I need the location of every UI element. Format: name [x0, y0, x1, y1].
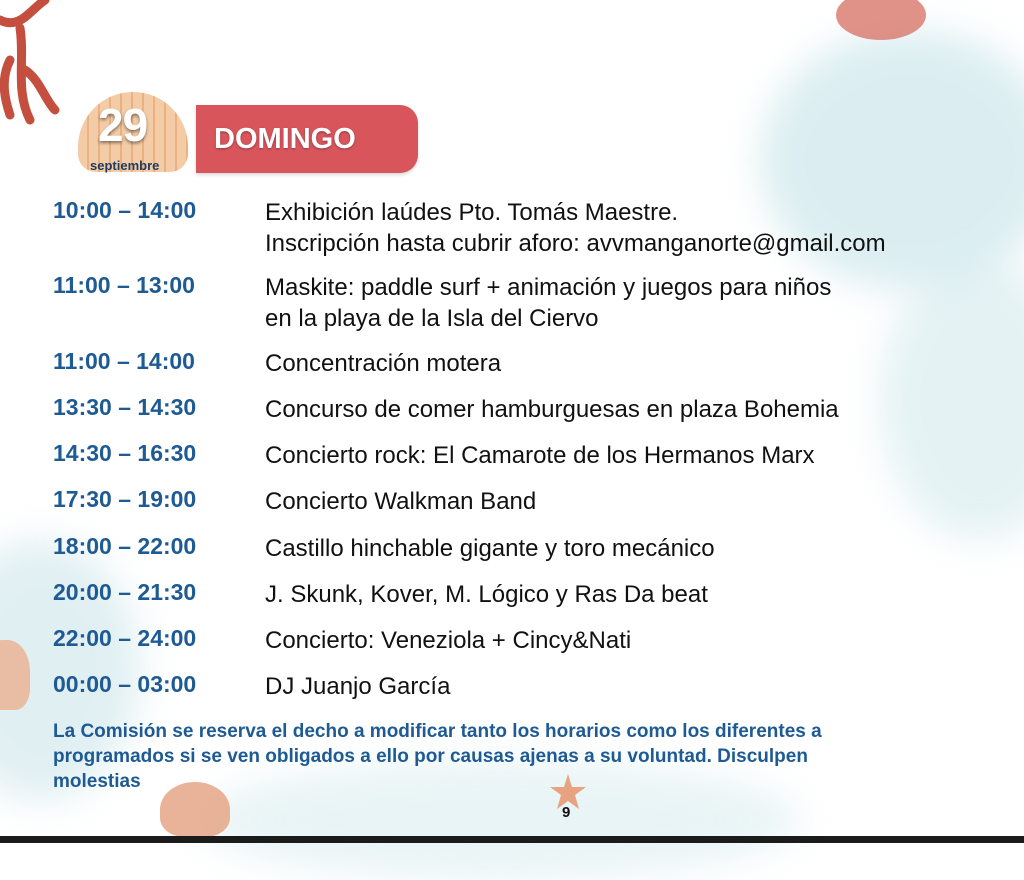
event-description-line: Concierto: Veneziola + Cincy&Nati: [265, 627, 632, 654]
event-time: 20:00 – 21:30: [53, 579, 197, 605]
event-description: [265, 671, 450, 702]
event-description-line: Concierto Walkman Band: [265, 488, 537, 515]
event-time: 00:00 – 03:00: [53, 671, 197, 697]
event-time: 18:00 – 22:00: [53, 533, 197, 559]
bottom-edge: [0, 836, 1024, 843]
month-label: septiembre: [90, 158, 160, 173]
disclaimer-notice: [53, 719, 1024, 794]
weekday-banner: [196, 105, 418, 173]
event-description-line: Exhibición laúdes Pto. Tomás Maestre.: [265, 199, 679, 226]
event-time: 22:00 – 24:00: [53, 625, 197, 651]
event-time: 17:30 – 19:00: [53, 486, 197, 512]
event-description-line: DJ Juanjo García: [265, 673, 451, 700]
event-description: [265, 533, 715, 564]
event-description-line: Maskite: paddle surf + animación y juegos para niños: [265, 274, 832, 301]
event-description: [265, 625, 631, 656]
event-description-line: Concentración motera: [265, 350, 502, 377]
event-description: [265, 579, 708, 610]
watercolor-wash: [880, 260, 1024, 540]
event-time: 11:00 – 14:00: [53, 348, 195, 374]
event-time: 13:30 – 14:30: [53, 394, 197, 420]
event-description-line: Castillo hinchable gigante y toro mecánico: [265, 535, 715, 562]
notice-line: La Comisión se reserva el decho a modificar tanto los horarios como los diferentes a: [53, 721, 822, 742]
event-description-line: Inscripción hasta cubrir aforo: avvmanganorte@gmail.com: [265, 230, 886, 257]
event-time: 14:30 – 16:30: [53, 440, 197, 466]
event-description: [265, 197, 886, 259]
date-badge: [74, 92, 196, 176]
page-number: 9: [548, 772, 588, 820]
day-number: 29: [98, 99, 148, 151]
event-description: [265, 394, 839, 425]
event-description-line: Concierto rock: El Camarote de los Hermanos Marx: [265, 442, 815, 469]
event-description: [265, 486, 536, 517]
event-description-line: Concurso de comer hamburguesas en plaza Bohemia: [265, 396, 839, 423]
event-description: [265, 272, 831, 334]
event-description-line: en la playa de la Isla del Ciervo: [265, 305, 599, 332]
event-time: 10:00 – 14:00: [53, 197, 197, 223]
event-time: 11:00 – 13:00: [53, 272, 195, 298]
event-description-line: J. Skunk, Kover, M. Lógico y Ras Da beat: [265, 581, 708, 608]
notice-line: programados si se ven obligados a ello por causas ajenas a su voluntad. Disculpen: [53, 746, 808, 767]
notice-line: molestias: [53, 771, 141, 792]
event-description: [265, 348, 501, 379]
event-description: [265, 440, 815, 471]
weekday-label: DOMINGO: [214, 123, 356, 155]
